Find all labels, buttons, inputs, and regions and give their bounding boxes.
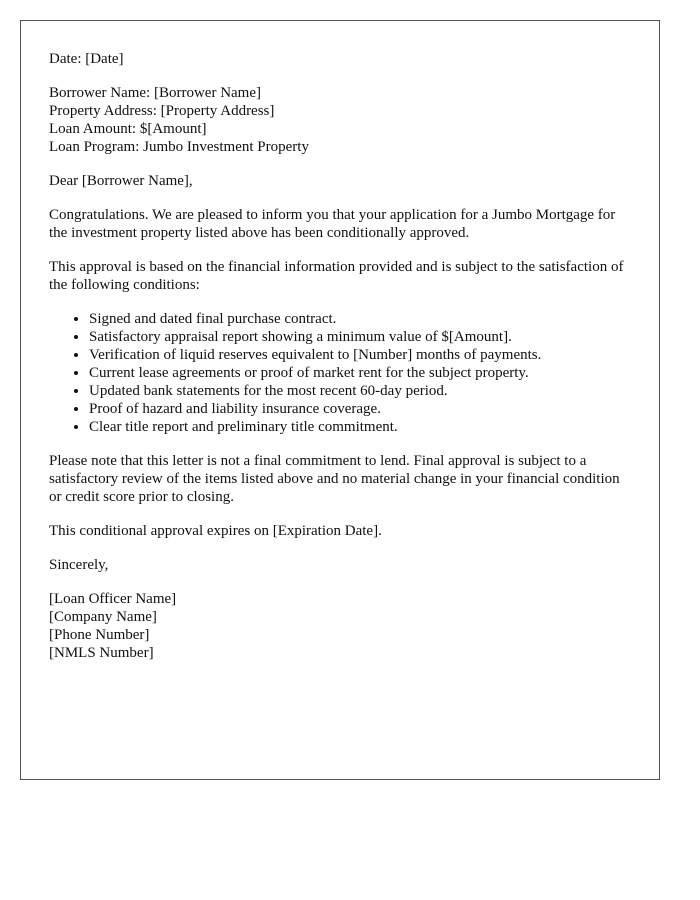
list-item: • Verification of liquid reserves equivalent to [Number] months of payments. <box>89 346 631 364</box>
signature-block <box>49 590 631 662</box>
list-item: • Signed and dated final purchase contract. <box>89 310 631 328</box>
list-item: • Satisfactory appraisal report showing a minimum value of $[Amount]. <box>89 328 631 346</box>
property-address-line: Property Address: [Property Address] <box>49 103 275 119</box>
loan-officer-name: [Loan Officer Name] <box>49 591 177 607</box>
borrower-name-line: Borrower Name: [Borrower Name] <box>49 85 261 101</box>
expiration-paragraph: This conditional approval expires on [Expiration Date]. <box>49 523 382 539</box>
list-item: • Proof of hazard and liability insurance coverage. <box>89 400 631 418</box>
conditions-list <box>49 310 631 436</box>
list-item: • Updated bank statements for the most recent 60-day period. <box>89 382 631 400</box>
list-item: • Clear title report and preliminary title commitment. <box>89 418 631 436</box>
salutation: Dear [Borrower Name], <box>49 173 193 189</box>
company-name: [Company Name] <box>49 609 157 625</box>
intro-paragraph: Congratulations. We are pleased to inform you that your application for a Jumbo Mortgage for the investment property listed above has been conditionally approved. <box>49 207 616 241</box>
loan-details <box>49 84 631 156</box>
letter-date: Date: [Date] <box>49 51 124 67</box>
loan-program-line: Loan Program: Jumbo Investment Property <box>49 139 309 155</box>
loan-amount-line: Loan Amount: $[Amount] <box>49 121 207 137</box>
approval-letter <box>20 20 660 780</box>
nmls-number: [NMLS Number] <box>49 645 154 661</box>
closing: Sincerely, <box>49 557 109 573</box>
phone-number: [Phone Number] <box>49 627 150 643</box>
list-item: • Current lease agreements or proof of market rent for the subject property. <box>89 364 631 382</box>
conditions-intro-paragraph: This approval is based on the financial information provided and is subject to the satisfaction of the following conditions: <box>49 259 624 293</box>
note-paragraph: Please note that this letter is not a final commitment to lend. Final approval is subject to a satisfactory review of the items listed above and no material change in your financial condition or credit score prior to closing. <box>49 453 620 505</box>
